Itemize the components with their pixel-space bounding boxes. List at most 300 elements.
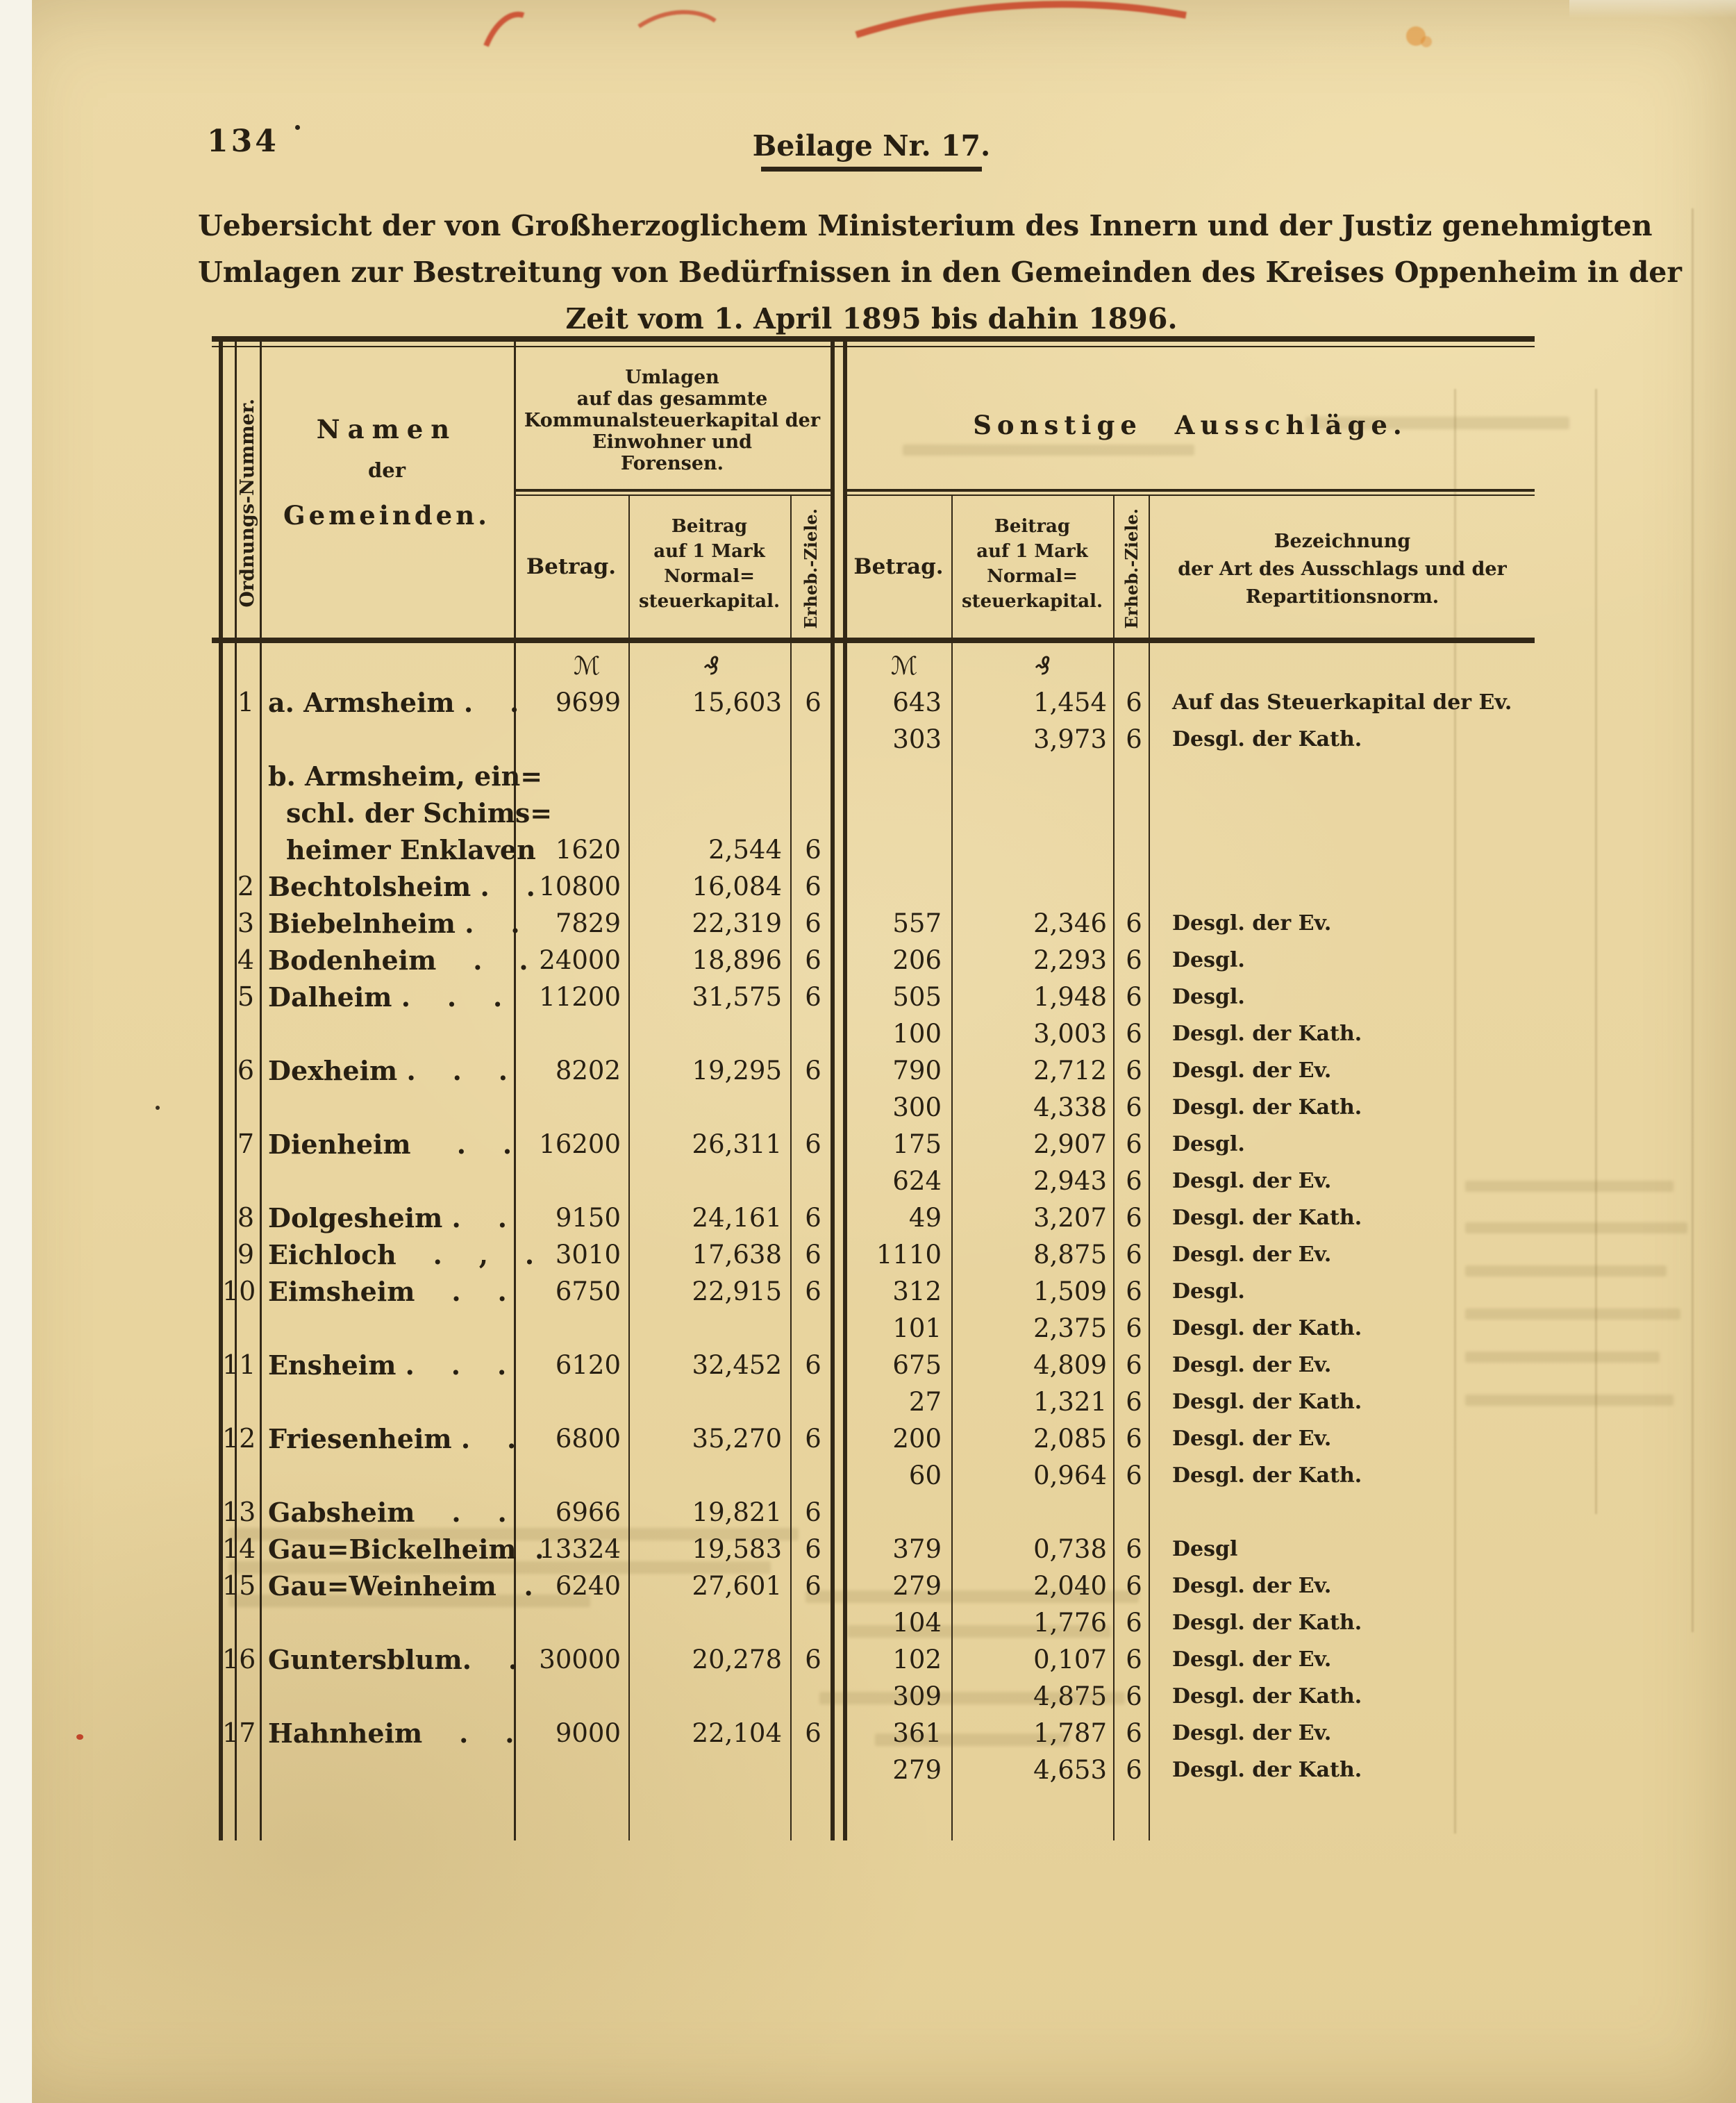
row-umlage-erhebziele: 6 bbox=[805, 1240, 821, 1270]
row-ordnungsnummer: 15 bbox=[222, 1570, 256, 1601]
row-bezeichnung: Desgl. der Kath. bbox=[1172, 1758, 1362, 1782]
row-sonstige-erhebziele: 6 bbox=[1126, 1755, 1142, 1785]
row-bezeichnung: Desgl. der Kath. bbox=[1172, 1463, 1362, 1488]
row-umlage-betrag bbox=[494, 1015, 621, 1052]
header-gemeinden: Gemeinden. bbox=[283, 500, 490, 531]
row-umlage-beitrag: 31,575 bbox=[692, 982, 782, 1012]
subheader-betrag-1: Betrag. bbox=[526, 554, 617, 579]
row-bezeichnung: Desgl. der Kath. bbox=[1172, 1684, 1362, 1709]
row-ordnungsnummer: 8 bbox=[237, 1202, 254, 1233]
row-ordnungsnummer: 9 bbox=[237, 1239, 254, 1270]
row-umlage-beitrag: 22,104 bbox=[692, 1718, 782, 1748]
row-bezeichnung: Desgl. der Kath. bbox=[1172, 1206, 1362, 1230]
row-umlage-betrag: 6750 bbox=[555, 1277, 621, 1306]
row-bezeichnung: Desgl. der Kath. bbox=[1172, 1022, 1362, 1046]
row-sonstige-erhebziele bbox=[1117, 831, 1151, 868]
row-sonstige-erhebziele: 6 bbox=[1126, 724, 1142, 754]
row-gemeinde-name: a. Armsheim . . bbox=[268, 687, 519, 718]
row-umlage-betrag: 9699 bbox=[555, 688, 621, 717]
row-umlage-betrag bbox=[494, 758, 621, 795]
row-sonstige-erhebziele: 6 bbox=[1126, 1056, 1142, 1086]
title-line: Umlagen zur Bestreitung von Bedürfnissen in den Gemeinden des Kreises Oppenheim in der bbox=[198, 256, 1682, 289]
table-row bbox=[222, 1568, 1535, 1604]
row-sonstige-betrag: 100 bbox=[892, 1019, 942, 1049]
document-title bbox=[198, 203, 1682, 342]
row-umlage-betrag: 7829 bbox=[555, 908, 621, 938]
row-umlage-beitrag: 17,638 bbox=[692, 1240, 782, 1270]
row-sonstige-beitrag: 2,375 bbox=[1033, 1313, 1107, 1343]
row-sonstige-erhebziele: 6 bbox=[1126, 908, 1142, 938]
table-row bbox=[222, 1604, 1535, 1641]
row-umlage-betrag bbox=[494, 1604, 621, 1641]
row-sonstige-erhebziele: 6 bbox=[1126, 982, 1142, 1012]
table-row bbox=[222, 1531, 1535, 1568]
row-umlage-erhebziele bbox=[796, 1015, 831, 1052]
row-gemeinde-name: Ensheim . . . bbox=[268, 1349, 507, 1381]
row-umlage-beitrag: 15,603 bbox=[692, 688, 782, 717]
row-sonstige-betrag: 643 bbox=[892, 688, 942, 717]
table-row bbox=[222, 1310, 1535, 1347]
row-ordnungsnummer: 17 bbox=[222, 1718, 256, 1748]
row-ordnungsnummer bbox=[222, 721, 254, 758]
row-umlage-beitrag: 18,896 bbox=[692, 945, 782, 975]
page-header: Beilage Nr. 17. bbox=[752, 129, 991, 163]
row-umlage-beitrag bbox=[639, 758, 782, 795]
row-sonstige-erhebziele bbox=[1117, 868, 1151, 905]
row-umlage-betrag bbox=[494, 1752, 621, 1788]
row-umlage-beitrag bbox=[639, 721, 782, 758]
row-bezeichnung: Desgl bbox=[1172, 1537, 1238, 1561]
row-umlage-erhebziele: 6 bbox=[805, 945, 821, 975]
row-sonstige-beitrag: 1,509 bbox=[1033, 1277, 1107, 1306]
row-sonstige-betrag: 206 bbox=[892, 945, 942, 975]
row-sonstige-betrag: 27 bbox=[908, 1387, 942, 1417]
row-umlage-betrag bbox=[494, 721, 621, 758]
column-header-ordnungsnummer: Ordnungs-Nummer. bbox=[236, 399, 258, 608]
table-row bbox=[222, 1420, 1535, 1457]
row-sonstige-betrag: 49 bbox=[908, 1203, 942, 1233]
row-sonstige-betrag: 1110 bbox=[876, 1240, 942, 1270]
row-umlage-erhebziele: 6 bbox=[805, 1645, 821, 1674]
row-bezeichnung: Desgl. der Ev. bbox=[1172, 1169, 1332, 1193]
row-ordnungsnummer: 12 bbox=[222, 1423, 256, 1454]
row-ordnungsnummer: 2 bbox=[237, 871, 254, 901]
row-sonstige-betrag: 104 bbox=[892, 1608, 942, 1638]
row-sonstige-erhebziele: 6 bbox=[1126, 1608, 1142, 1638]
row-umlage-betrag bbox=[494, 1089, 621, 1126]
row-ordnungsnummer bbox=[222, 1089, 254, 1126]
row-ordnungsnummer bbox=[222, 795, 254, 831]
row-gemeinde-name: Gabsheim . . bbox=[268, 1497, 507, 1528]
row-gemeinde-name: Bechtolsheim . . bbox=[268, 871, 535, 902]
currency-mark-symbol-2: ℳ bbox=[890, 652, 918, 681]
row-sonstige-betrag: 309 bbox=[892, 1681, 942, 1711]
row-sonstige-beitrag: 8,875 bbox=[1033, 1240, 1107, 1270]
currency-pfennig-symbol-2: ₰ bbox=[1035, 652, 1051, 681]
table-row bbox=[222, 1163, 1535, 1199]
table-row bbox=[222, 1457, 1535, 1494]
row-umlage-betrag: 24000 bbox=[539, 945, 621, 975]
group-header-umlagen: Umlagen auf das gesammte Kommunalsteuerkapital der Einwohner und Forensen. bbox=[524, 367, 821, 474]
row-sonstige-betrag: 279 bbox=[892, 1755, 942, 1785]
row-sonstige-betrag: 790 bbox=[892, 1056, 942, 1086]
row-sonstige-betrag: 175 bbox=[892, 1129, 942, 1159]
row-umlage-betrag: 6966 bbox=[555, 1497, 621, 1527]
row-sonstige-erhebziele: 6 bbox=[1126, 1350, 1142, 1380]
row-ordnungsnummer: 3 bbox=[237, 908, 254, 938]
red-ink-marks bbox=[0, 0, 1736, 97]
row-sonstige-erhebziele: 6 bbox=[1126, 1092, 1142, 1122]
header-der: der bbox=[367, 458, 406, 482]
row-sonstige-betrag: 505 bbox=[892, 982, 942, 1012]
row-sonstige-beitrag: 4,338 bbox=[1033, 1092, 1107, 1122]
row-gemeinde-name: Dalheim . . . bbox=[268, 981, 503, 1013]
row-gemeinde-name: Bodenheim . . bbox=[268, 945, 528, 976]
row-bezeichnung: Desgl. der Ev. bbox=[1172, 1242, 1332, 1267]
row-umlage-erhebziele bbox=[796, 721, 831, 758]
table-row bbox=[222, 795, 1535, 831]
row-bezeichnung: Desgl. der Ev. bbox=[1172, 1427, 1332, 1451]
currency-pfennig-symbol-1: ₰ bbox=[703, 652, 720, 681]
row-umlage-erhebziele bbox=[796, 1604, 831, 1641]
row-bezeichnung: Desgl. bbox=[1172, 1279, 1245, 1304]
row-ordnungsnummer: 16 bbox=[222, 1644, 256, 1674]
row-umlage-erhebziele: 6 bbox=[805, 1718, 821, 1748]
table-row bbox=[222, 721, 1535, 758]
row-umlage-beitrag: 26,311 bbox=[692, 1129, 782, 1159]
header-namen: Namen bbox=[316, 414, 458, 444]
row-umlage-erhebziele: 6 bbox=[805, 688, 821, 717]
row-sonstige-beitrag: 1,776 bbox=[1033, 1608, 1107, 1638]
row-umlage-beitrag: 27,601 bbox=[692, 1571, 782, 1601]
row-umlage-betrag bbox=[494, 1310, 621, 1347]
row-umlage-betrag: 16200 bbox=[539, 1129, 621, 1159]
row-umlage-erhebziele bbox=[796, 1678, 831, 1715]
row-umlage-betrag: 9000 bbox=[555, 1718, 621, 1748]
row-umlage-beitrag bbox=[639, 1752, 782, 1788]
table-row bbox=[222, 905, 1535, 942]
row-sonstige-beitrag bbox=[976, 758, 1107, 795]
row-ordnungsnummer bbox=[222, 1383, 254, 1420]
row-umlage-betrag: 6120 bbox=[555, 1350, 621, 1380]
row-umlage-beitrag: 19,583 bbox=[692, 1534, 782, 1564]
table-row bbox=[222, 1126, 1535, 1163]
row-umlage-betrag: 6240 bbox=[555, 1571, 621, 1601]
row-umlage-erhebziele: 6 bbox=[805, 1277, 821, 1306]
row-ordnungsnummer: 11 bbox=[222, 1349, 256, 1380]
row-sonstige-betrag bbox=[837, 795, 942, 831]
row-ordnungsnummer bbox=[222, 1015, 254, 1052]
table-row bbox=[222, 1015, 1535, 1052]
row-umlage-betrag bbox=[494, 1678, 621, 1715]
row-gemeinde-name: Guntersblum. . bbox=[268, 1644, 518, 1675]
row-gemeinde-name: Gau=Weinheim . bbox=[268, 1570, 533, 1602]
row-umlage-erhebziele bbox=[796, 795, 831, 831]
row-gemeinde-name: heimer Enklaven bbox=[286, 834, 536, 865]
bleedthrough-line bbox=[1692, 208, 1694, 1632]
table-row bbox=[222, 1052, 1535, 1089]
column-header-gemeinden bbox=[262, 414, 511, 531]
row-ordnungsnummer: 14 bbox=[222, 1533, 256, 1564]
table-top-rule-thin bbox=[212, 346, 1535, 347]
row-ordnungsnummer bbox=[222, 1752, 254, 1788]
row-umlage-betrag bbox=[494, 795, 621, 831]
row-umlage-erhebziele: 6 bbox=[805, 1534, 821, 1564]
row-sonstige-betrag: 102 bbox=[892, 1645, 942, 1674]
row-gemeinde-name: Gau=Bickelheim . bbox=[268, 1533, 544, 1565]
subheader-beitrag-2: Beitrag auf 1 Mark Normal= steuerkapital. bbox=[961, 516, 1103, 612]
row-bezeichnung: Desgl. der Ev. bbox=[1172, 911, 1332, 936]
row-sonstige-betrag: 361 bbox=[892, 1718, 942, 1748]
row-bezeichnung: Desgl. der Kath. bbox=[1172, 1316, 1362, 1340]
row-umlage-beitrag: 19,821 bbox=[692, 1497, 782, 1527]
row-ordnungsnummer bbox=[222, 1310, 254, 1347]
row-sonstige-erhebziele: 6 bbox=[1126, 1681, 1142, 1711]
row-sonstige-beitrag bbox=[976, 868, 1107, 905]
row-sonstige-betrag bbox=[837, 868, 942, 905]
group1-underline bbox=[514, 489, 831, 492]
row-sonstige-beitrag: 4,809 bbox=[1033, 1350, 1107, 1380]
table-row bbox=[222, 1236, 1535, 1273]
row-sonstige-betrag: 279 bbox=[892, 1571, 942, 1601]
row-sonstige-erhebziele: 6 bbox=[1126, 1424, 1142, 1454]
row-sonstige-erhebziele: 6 bbox=[1126, 1277, 1142, 1306]
row-sonstige-erhebziele: 6 bbox=[1126, 1571, 1142, 1601]
row-bezeichnung: Desgl. bbox=[1172, 985, 1245, 1009]
row-gemeinde-name: Hahnheim . . bbox=[268, 1718, 515, 1749]
row-sonstige-beitrag: 2,907 bbox=[1033, 1129, 1107, 1159]
row-umlage-beitrag bbox=[639, 795, 782, 831]
row-sonstige-betrag: 624 bbox=[892, 1166, 942, 1196]
row-umlage-betrag: 30000 bbox=[539, 1645, 621, 1674]
row-sonstige-beitrag: 0,107 bbox=[1033, 1645, 1107, 1674]
row-sonstige-beitrag: 0,738 bbox=[1033, 1534, 1107, 1564]
row-bezeichnung: Desgl. der Ev. bbox=[1172, 1721, 1332, 1745]
row-sonstige-betrag: 101 bbox=[892, 1313, 942, 1343]
row-umlage-betrag: 10800 bbox=[539, 872, 621, 901]
row-bezeichnung: Desgl. bbox=[1172, 948, 1245, 972]
row-sonstige-erhebziele: 6 bbox=[1126, 1534, 1142, 1564]
table-row bbox=[222, 942, 1535, 979]
row-ordnungsnummer bbox=[222, 831, 254, 868]
row-sonstige-betrag bbox=[837, 831, 942, 868]
row-umlage-betrag bbox=[494, 1163, 621, 1199]
row-sonstige-betrag: 300 bbox=[892, 1092, 942, 1122]
row-umlage-beitrag bbox=[639, 1604, 782, 1641]
ink-speck bbox=[156, 1106, 160, 1110]
row-umlage-erhebziele bbox=[796, 1752, 831, 1788]
row-sonstige-beitrag: 2,040 bbox=[1033, 1571, 1107, 1601]
table-row bbox=[222, 1383, 1535, 1420]
row-sonstige-betrag: 303 bbox=[892, 724, 942, 754]
table-row bbox=[222, 1494, 1535, 1531]
row-umlage-beitrag bbox=[639, 1383, 782, 1420]
row-sonstige-betrag: 379 bbox=[892, 1534, 942, 1564]
table-body bbox=[222, 684, 1535, 1788]
row-ordnungsnummer bbox=[222, 1163, 254, 1199]
row-gemeinde-name: b. Armsheim, ein= bbox=[268, 760, 543, 792]
row-sonstige-erhebziele: 6 bbox=[1126, 1019, 1142, 1049]
row-sonstige-erhebziele: 6 bbox=[1126, 1166, 1142, 1196]
row-bezeichnung: Auf das Steuerkapital der Ev. bbox=[1172, 690, 1512, 715]
row-umlage-beitrag: 22,319 bbox=[692, 908, 782, 938]
row-umlage-betrag: 8202 bbox=[555, 1056, 621, 1086]
table-row bbox=[222, 684, 1535, 721]
row-umlage-beitrag bbox=[639, 1310, 782, 1347]
table-row bbox=[222, 979, 1535, 1015]
row-umlage-erhebziele: 6 bbox=[805, 908, 821, 938]
row-ordnungsnummer bbox=[222, 1604, 254, 1641]
row-sonstige-beitrag: 0,964 bbox=[1033, 1461, 1107, 1490]
title-line: Uebersicht der von Großherzoglichem Ministerium des Innern und der Justiz genehmigten bbox=[198, 209, 1653, 242]
row-sonstige-beitrag: 2,346 bbox=[1033, 908, 1107, 938]
group2-underline-thin bbox=[846, 494, 1535, 496]
row-ordnungsnummer bbox=[222, 1678, 254, 1715]
table-row bbox=[222, 868, 1535, 905]
row-ordnungsnummer: 5 bbox=[237, 981, 254, 1012]
row-ordnungsnummer bbox=[222, 1457, 254, 1494]
red-ink-speck bbox=[76, 1734, 83, 1740]
row-sonstige-betrag: 557 bbox=[892, 908, 942, 938]
row-ordnungsnummer: 4 bbox=[237, 945, 254, 975]
ink-speck bbox=[295, 125, 300, 130]
row-umlage-betrag: 11200 bbox=[539, 982, 621, 1012]
table-row bbox=[222, 1089, 1535, 1126]
row-umlage-beitrag: 35,270 bbox=[692, 1424, 782, 1454]
row-bezeichnung bbox=[1172, 831, 1533, 868]
row-umlage-betrag bbox=[494, 1383, 621, 1420]
row-umlage-erhebziele: 6 bbox=[805, 1350, 821, 1380]
row-sonstige-erhebziele: 6 bbox=[1126, 1129, 1142, 1159]
header-bottom-rule bbox=[212, 638, 1535, 643]
row-umlage-beitrag: 32,452 bbox=[692, 1350, 782, 1380]
row-umlage-betrag: 13324 bbox=[539, 1534, 621, 1564]
row-umlage-erhebziele: 6 bbox=[805, 1203, 821, 1233]
row-bezeichnung: Desgl. der Kath. bbox=[1172, 1095, 1362, 1120]
row-ordnungsnummer: 6 bbox=[237, 1055, 254, 1086]
row-umlage-betrag: 9150 bbox=[555, 1203, 621, 1233]
row-sonstige-beitrag: 1,787 bbox=[1033, 1718, 1107, 1748]
row-sonstige-erhebziele: 6 bbox=[1126, 1203, 1142, 1233]
row-sonstige-beitrag: 3,003 bbox=[1033, 1019, 1107, 1049]
subheader-betrag-2: Betrag. bbox=[853, 554, 944, 579]
table-row bbox=[222, 1273, 1535, 1310]
row-umlage-erhebziele bbox=[796, 1163, 831, 1199]
row-bezeichnung bbox=[1172, 795, 1533, 831]
row-umlage-erhebziele: 6 bbox=[805, 1571, 821, 1601]
row-sonstige-erhebziele bbox=[1117, 1494, 1151, 1531]
row-sonstige-beitrag: 2,943 bbox=[1033, 1166, 1107, 1196]
row-umlage-beitrag: 19,295 bbox=[692, 1056, 782, 1086]
title-line: Zeit vom 1. April 1895 bis dahin 1896. bbox=[565, 302, 1178, 335]
row-sonstige-beitrag: 4,653 bbox=[1033, 1755, 1107, 1785]
row-sonstige-betrag: 312 bbox=[892, 1277, 942, 1306]
row-gemeinde-name: Dexheim . . . bbox=[268, 1055, 508, 1086]
row-gemeinde-name: Dienheim . . bbox=[268, 1129, 512, 1160]
row-sonstige-erhebziele: 6 bbox=[1126, 945, 1142, 975]
row-sonstige-erhebziele: 6 bbox=[1126, 1461, 1142, 1490]
row-sonstige-erhebziele: 6 bbox=[1126, 1313, 1142, 1343]
page-number: 134 bbox=[207, 124, 279, 159]
row-sonstige-beitrag: 2,085 bbox=[1033, 1424, 1107, 1454]
subheader-erheb-ziele-1: Erheb.-Ziele. bbox=[800, 508, 821, 629]
row-sonstige-betrag: 60 bbox=[908, 1461, 942, 1490]
currency-mark-symbol-1: ℳ bbox=[573, 652, 601, 681]
row-umlage-beitrag: 20,278 bbox=[692, 1645, 782, 1674]
row-gemeinde-name: Dolgesheim . . bbox=[268, 1202, 507, 1233]
row-bezeichnung: Desgl. der Kath. bbox=[1172, 1390, 1362, 1414]
table-row bbox=[222, 1715, 1535, 1752]
row-umlage-erhebziele: 6 bbox=[805, 1129, 821, 1159]
row-umlage-beitrag: 22,915 bbox=[692, 1277, 782, 1306]
table-row bbox=[222, 831, 1535, 868]
row-sonstige-beitrag: 1,948 bbox=[1033, 982, 1107, 1012]
table-top-rule-thick bbox=[212, 336, 1535, 342]
row-sonstige-beitrag bbox=[976, 831, 1107, 868]
table-row bbox=[222, 1199, 1535, 1236]
row-umlage-beitrag bbox=[639, 1457, 782, 1494]
row-sonstige-beitrag: 3,207 bbox=[1033, 1203, 1107, 1233]
row-sonstige-erhebziele bbox=[1117, 758, 1151, 795]
row-umlage-betrag bbox=[494, 1457, 621, 1494]
bleedthrough-smudge bbox=[903, 444, 1194, 456]
row-umlage-erhebziele bbox=[796, 1089, 831, 1126]
row-sonstige-erhebziele: 6 bbox=[1126, 688, 1142, 717]
row-bezeichnung: Desgl. der Ev. bbox=[1172, 1353, 1332, 1377]
row-sonstige-beitrag: 3,973 bbox=[1033, 724, 1107, 754]
row-umlage-erhebziele: 6 bbox=[805, 872, 821, 901]
row-bezeichnung: Desgl. der Kath. bbox=[1172, 727, 1362, 751]
row-sonstige-erhebziele: 6 bbox=[1126, 1645, 1142, 1674]
row-sonstige-erhebziele bbox=[1117, 795, 1151, 831]
row-umlage-erhebziele bbox=[796, 1457, 831, 1494]
row-umlage-beitrag bbox=[639, 1163, 782, 1199]
row-bezeichnung: Desgl. bbox=[1172, 1132, 1245, 1156]
row-sonstige-beitrag: 1,321 bbox=[1033, 1387, 1107, 1417]
subheader-bezeichnung: Bezeichnung der Art des Ausschlags und der Repartitionsnorm. bbox=[1178, 531, 1507, 608]
row-sonstige-beitrag bbox=[976, 1494, 1107, 1531]
row-bezeichnung bbox=[1172, 1494, 1533, 1531]
row-umlage-erhebziele: 6 bbox=[805, 982, 821, 1012]
row-umlage-beitrag bbox=[639, 1015, 782, 1052]
row-sonstige-erhebziele: 6 bbox=[1126, 1387, 1142, 1417]
group1-underline-thin bbox=[514, 494, 831, 496]
row-bezeichnung bbox=[1172, 758, 1533, 795]
row-sonstige-betrag bbox=[837, 758, 942, 795]
row-sonstige-erhebziele: 6 bbox=[1126, 1240, 1142, 1270]
row-umlage-erhebziele: 6 bbox=[805, 1424, 821, 1454]
table-row bbox=[222, 1678, 1535, 1715]
row-bezeichnung bbox=[1172, 868, 1533, 905]
subheader-beitrag-1: Beitrag auf 1 Mark Normal= steuerkapital. bbox=[638, 516, 781, 612]
row-umlage-betrag: 6800 bbox=[555, 1424, 621, 1454]
row-umlage-erhebziele: 6 bbox=[805, 835, 821, 865]
row-umlage-beitrag: 2,544 bbox=[708, 835, 782, 865]
row-bezeichnung: Desgl. der Kath. bbox=[1172, 1611, 1362, 1635]
row-umlage-beitrag: 24,161 bbox=[692, 1203, 782, 1233]
row-bezeichnung: Desgl. der Ev. bbox=[1172, 1647, 1332, 1672]
row-ordnungsnummer: 7 bbox=[237, 1129, 254, 1159]
subheader-erheb-ziele-2: Erheb.-Ziele. bbox=[1121, 508, 1142, 629]
row-umlage-erhebziele: 6 bbox=[805, 1497, 821, 1527]
row-sonstige-erhebziele: 6 bbox=[1126, 1718, 1142, 1748]
row-sonstige-beitrag: 2,712 bbox=[1033, 1056, 1107, 1086]
row-gemeinde-name: Eimsheim . . bbox=[268, 1276, 507, 1307]
row-sonstige-betrag: 200 bbox=[892, 1424, 942, 1454]
row-bezeichnung: Desgl. der Ev. bbox=[1172, 1058, 1332, 1083]
row-umlage-erhebziele bbox=[796, 1383, 831, 1420]
row-bezeichnung: Desgl. der Ev. bbox=[1172, 1574, 1332, 1598]
